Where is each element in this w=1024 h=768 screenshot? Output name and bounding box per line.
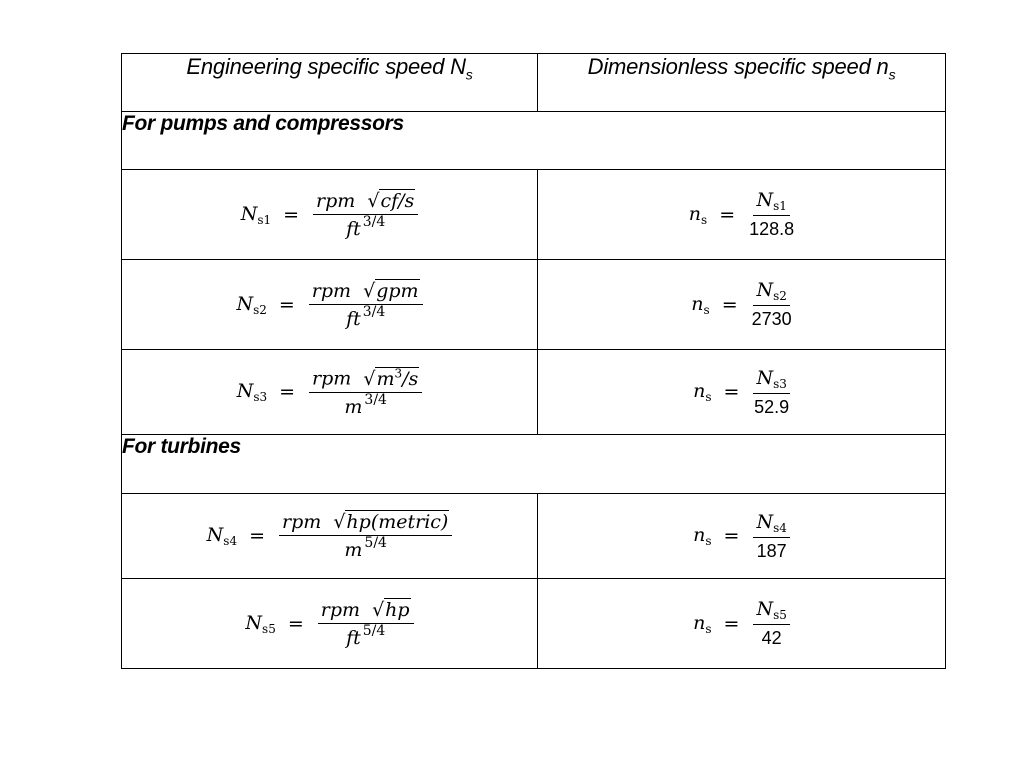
fraction [752, 279, 792, 330]
fraction-denominator: m $^{3/4}$ [344, 391, 387, 418]
formula-row [122, 579, 946, 669]
fraction [313, 190, 418, 240]
formula-row [122, 260, 946, 350]
formula-lhs: $n_s$ [691, 292, 710, 317]
fraction-numerator: $N_{s2}$ [753, 279, 789, 306]
fraction [749, 189, 794, 240]
dimensionless-formula [693, 367, 790, 418]
fraction [753, 511, 789, 562]
formula-lhs: $N_{s3}$ [236, 379, 268, 404]
fraction [309, 366, 422, 417]
radicand: $m^3/s$ [376, 366, 419, 390]
square-root [363, 368, 419, 390]
engineering-formula [237, 366, 423, 417]
fraction [753, 598, 789, 649]
engineering-formula-cell [122, 579, 538, 669]
formula-lhs: $n_s$ [688, 202, 708, 227]
engineering-formula [241, 190, 419, 240]
denominator-exponent: 3/4 [364, 391, 387, 408]
radical-sign: √ [367, 189, 380, 212]
formula-lhs: $N_{s5}$ [245, 611, 276, 636]
engineering-formula-cell [122, 260, 538, 350]
fraction-denominator: m $^{5/4}$ [344, 535, 387, 561]
dimensionless-formula-cell [538, 579, 946, 669]
specific-speed-table [121, 53, 946, 669]
section-row-pumps [122, 112, 946, 170]
fraction-denominator: 42 [761, 628, 782, 648]
radicand: hp [385, 598, 410, 621]
fraction-denominator: ft $^{3/4}$ [346, 303, 386, 330]
square-root [333, 511, 449, 533]
fraction-denominator: 187 [756, 540, 787, 561]
formula-lhs: $n_s$ [693, 524, 712, 548]
fraction-denominator: ft $^{3/4}$ [346, 213, 386, 240]
engineering-formula-cell [122, 170, 538, 260]
denominator-exponent: 5/4 [364, 535, 387, 551]
fraction [309, 280, 423, 330]
dimensionless-formula-cell [538, 170, 946, 260]
fraction-numerator: $N_{s1}$ [753, 189, 789, 216]
equals-sign: = [723, 381, 740, 403]
radicand: hp(metric) [346, 511, 449, 533]
engineering-formula-cell [122, 350, 538, 435]
fraction-numerator: $N_{s5}$ [753, 598, 789, 625]
dimensionless-formula-cell [538, 350, 946, 435]
formula-lhs: $N_{s4}$ [206, 524, 238, 548]
square-root [363, 280, 419, 302]
section-title: For turbines [122, 435, 946, 494]
equals-sign: = [723, 612, 740, 635]
equals-sign: = [278, 293, 295, 316]
denominator-exponent: 5/4 [362, 622, 386, 639]
radicand: cf/s [380, 189, 415, 212]
formula-row [122, 170, 946, 260]
equals-sign: = [287, 612, 304, 635]
header-engineering-specific-speed: Engineering specific speed $N_s$ [122, 54, 538, 112]
fraction-numerator: rpm √hp(metric) [279, 511, 452, 536]
equals-sign: = [723, 525, 740, 547]
fraction-numerator: rpm √cf/s [313, 190, 418, 215]
engineering-formula [245, 599, 413, 649]
radicand: gpm [376, 279, 419, 302]
fraction [753, 367, 789, 418]
header-dimensionless-specific-speed: Dimensionless specific speed $n_s$ [538, 54, 946, 112]
fraction-denominator: 128.8 [749, 219, 795, 239]
fraction-denominator: 2730 [751, 309, 792, 329]
dimensionless-formula [691, 279, 791, 330]
radical-sign: √ [363, 367, 376, 390]
radicand-exponent: 3 [394, 366, 403, 381]
dimensionless-formula-cell [538, 260, 946, 350]
fraction-numerator: $N_{s3}$ [753, 367, 789, 394]
formula-lhs: $N_{s1}$ [240, 202, 272, 227]
formula-lhs: $n_s$ [693, 380, 712, 404]
section-row-turbines [122, 435, 946, 494]
fraction-numerator: rpm √gpm [309, 280, 423, 305]
radical-sign: √ [372, 598, 385, 621]
fraction-denominator: ft $^{5/4}$ [346, 622, 386, 649]
denominator-exponent: 3/4 [362, 213, 386, 230]
engineering-formula [207, 511, 453, 561]
equals-sign: = [249, 525, 265, 547]
radical-sign: √ [333, 511, 346, 533]
formula-lhs: $N_{s2}$ [236, 292, 267, 317]
denominator-exponent: 3/4 [362, 303, 386, 320]
radical-sign: √ [363, 279, 376, 302]
dimensionless-formula [689, 189, 794, 240]
engineering-formula [236, 280, 422, 330]
square-root [367, 190, 415, 212]
section-title: For pumps and compressors [122, 112, 946, 170]
dimensionless-formula [693, 598, 790, 649]
fraction [279, 511, 452, 561]
equals-sign: = [719, 203, 736, 226]
header-row [122, 54, 946, 112]
engineering-formula-cell [122, 494, 538, 579]
dimensionless-formula [693, 511, 790, 562]
fraction-numerator: rpm $√m^3/s$ [309, 366, 422, 392]
equals-sign: = [721, 293, 738, 316]
formula-lhs: $n_s$ [693, 611, 712, 636]
fraction [318, 599, 414, 649]
fraction-denominator: 52.9 [754, 396, 790, 417]
dimensionless-formula-cell [538, 494, 946, 579]
fraction-numerator: $N_{s4}$ [753, 511, 789, 538]
equals-sign: = [283, 203, 300, 226]
fraction-numerator: rpm √hp [318, 599, 414, 624]
square-root [372, 599, 411, 621]
formula-row [122, 494, 946, 579]
equals-sign: = [279, 380, 296, 403]
radicand-suffix: /s [402, 367, 419, 390]
formula-row [122, 350, 946, 435]
